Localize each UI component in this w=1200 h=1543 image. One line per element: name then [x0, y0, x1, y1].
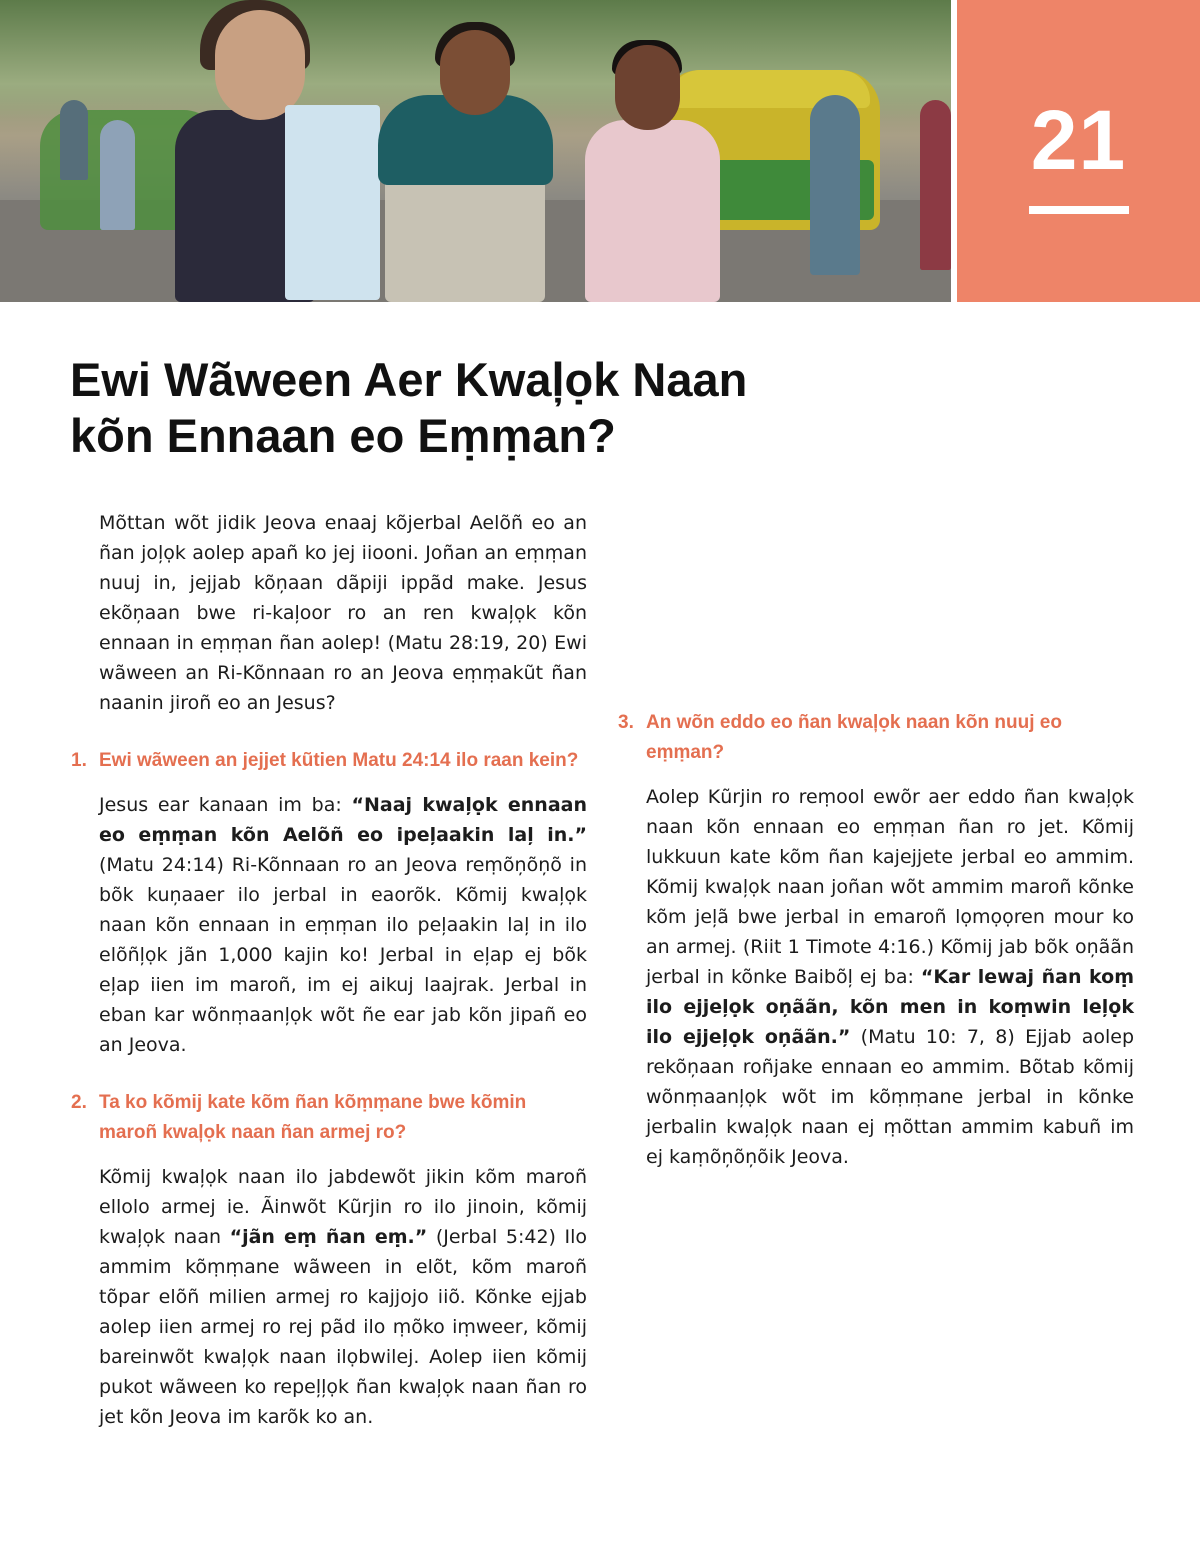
- intro-paragraph: Mõttan wõt jidik Jeova enaaj kõjerbal Aelõñ eo an ñan joļọk aolep apañ ko jej iiooni. Joñan an eṃṃan nuuj in, jejjab kõņaan dãpiji ippãd make. Jesus ekõņaan bwe ri-kaļoor ro an ren kwaļọk kõn ennaan in eṃṃan ñan aolep! (Matu 28:19, 20) Ewi wãween an Ri-Kõnnaan ro an Jeova eṃṃakũt ñan naanin jiroñ eo an Jesus?: [99, 512, 587, 714]
- answer-1: [99, 790, 587, 1060]
- lesson-number: 21: [1030, 93, 1127, 187]
- question-3: [618, 708, 1134, 768]
- answer-1-quote: “Naaj kwaļọk ennaan eo eṃṃan kõn Aelõñ eo ipeļaakin laļ in.”: [99, 794, 587, 846]
- left-column: [71, 508, 588, 1432]
- answer-2-pre: Kõmij kwaļọk naan ilo jabdewõt jikin kõm maroñ ellolo armej ie. Ãinwõt Kũrjin ro ilo jinoin, kõmij kwaļọk naan: [99, 1166, 587, 1248]
- answer-3: [646, 782, 1134, 1172]
- question-1: [71, 746, 587, 776]
- answer-1-pre: Jesus ear kanaan im ba:: [99, 794, 352, 816]
- right-column: [618, 708, 1135, 1172]
- answer-3-quote: “Kar lewaj ñan koṃ ilo ejjeļọk oņããn, kõn men in koṃwin leļọk ilo ejjeļọk oņããn.”: [646, 966, 1134, 1048]
- question-1-number: 1.: [71, 750, 87, 771]
- answer-2-post: (Jerbal 5:42) Ilo ammim kõṃṃane wãween in elõt, kõm maroñ tõpar elõñ milien armej ro kajjojo iiõ. Kõnke ejjab aolep iien armej ro rej pãd ilo ṃõko iṃweer, kõmij bareinwõt kwaļọk naan ilọbwilej. Aolep iien kõmij pukot wãween ko repeļļọk ñan kwaļọk naan ñan ro jet kõn Jeova im karõk ko an.: [99, 1226, 588, 1428]
- question-1-text: Ewi wãween an jejjet kũtien Matu 24:14 ilo raan kein?: [99, 750, 579, 771]
- title-line-2: kõn Ennaan eo Eṃṃan?: [70, 409, 616, 462]
- answer-3-post: (Matu 10: 7, 8) Ejjab aolep rekõņaan roñjake ennaan eo ammim. Bõtab kõmij wõnṃaanļọk wõt im kõṃṃane jerbal in kõnke jerbalin kwaļọk naan ej ṃõttan ammim kabuñ im ej kaṃõņõņõik Jeova.: [646, 1026, 1135, 1168]
- lesson-number-badge: [957, 0, 1200, 302]
- page-title: [70, 352, 870, 464]
- badge-underline: [1029, 206, 1129, 214]
- question-3-number: 3.: [618, 712, 634, 733]
- lesson-photo: [0, 0, 951, 302]
- question-2-number: 2.: [71, 1092, 87, 1113]
- answer-2-quote: “jãn eṃ ñan eṃ.”: [229, 1226, 428, 1248]
- question-2-text: Ta ko kõmij kate kõm ñan kõṃṃane bwe kõmin maroñ kwaļọk naan ñan armej ro?: [99, 1092, 527, 1143]
- question-2: [71, 1088, 587, 1148]
- answer-1-post: (Matu 24:14) Ri-Kõnnaan ro an Jeova reṃõņõņõ in bõk kuņaaer ilo jerbal in eaorõk. Kõmij kwaļọk naan kõn ennaan in eṃṃan ilo peļaakin laļ in ilo elõñļọk jãn 1,000 kajin ko! Jerbal in eļap ej bõk eļap iien im maroñ, im ej aikuj laajrak. Jerbal in eban kar wõnṃaanļọk wõt ñe ear jab kõn jipañ eo an Jeova.: [99, 854, 587, 1056]
- answer-2: [99, 1162, 587, 1432]
- answer-3-pre: Aolep Kũrjin ro reṃool ewõr aer eddo ñan kwaļọk naan kõn ennaan eo eṃṃan ñan ro jet. Kõmij lukkuun kate kõm ñan kajejjete jerbal eo ammim. Kõmij kwaļọk naan joñan wõt ammim maroñ kõnke kõm jeļã bwe jerbal in emaroñ lọmọọren mour ko an armej. (Riit 1 Timote 4:16.) Kõmij jab bõk oņããn jerbal in kõnke Baibõļ ej ba:: [646, 786, 1134, 988]
- question-3-text: An wõn eddo eo ñan kwaļọk naan kõn nuuj eo eṃṃan?: [646, 712, 1062, 763]
- title-line-1: Ewi Wãween Aer Kwaļọk Naan: [70, 353, 748, 406]
